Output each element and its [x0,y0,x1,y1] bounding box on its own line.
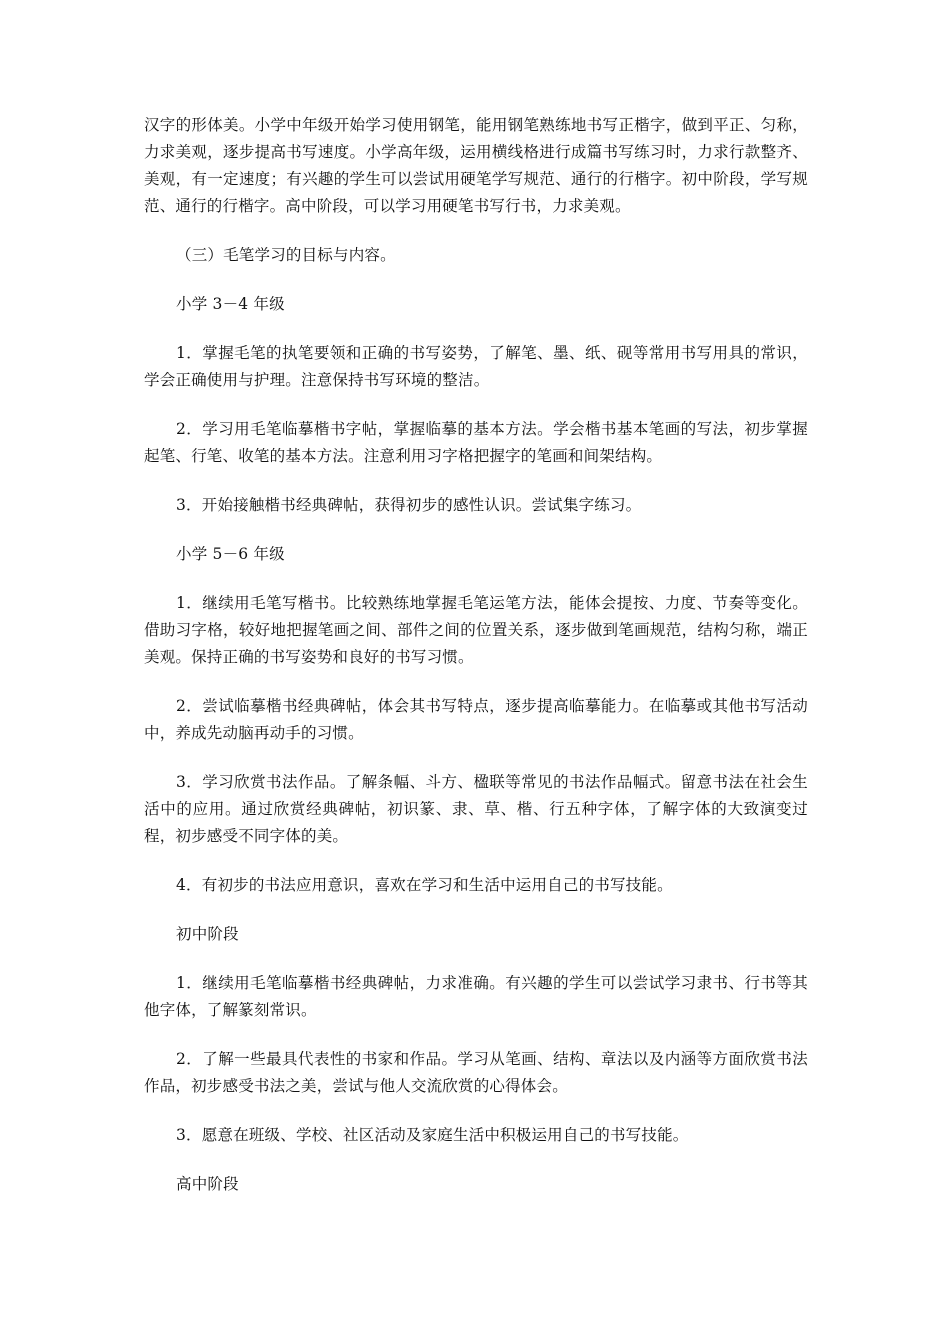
list-item-3-4-1: 1．掌握毛笔的执笔要领和正确的书写姿势，了解笔、墨、纸、砚等常用书写用具的常识，学会正确使用与护理。注意保持书写环境的整洁。 [144,344,808,389]
list-item-5-6-2: 2．尝试临摹楷书经典碑帖，体会其书写特点，逐步提高临摹能力。在临摹或其他书写活动中，养成先动脑再动手的习惯。 [144,697,808,742]
list-item-junior-3: 3．愿意在班级、学校、社区活动及家庭生活中积极运用自己的书写技能。 [176,1126,689,1144]
grade-heading-5-6: 小学 5－6 年级 [176,545,285,563]
grade-heading-senior-high: 高中阶段 [176,1175,239,1193]
list-item-5-6-4: 4．有初步的书法应用意识，喜欢在学习和生活中运用自己的书写技能。 [176,876,673,894]
grade-heading-junior-high: 初中阶段 [176,925,239,943]
grade-heading-3-4: 小学 3－4 年级 [176,295,285,313]
list-item-junior-1: 1．继续用毛笔临摹楷书经典碑帖，力求准确。有兴趣的学生可以尝试学习隶书、行书等其他字体，了解篆刻常识。 [144,974,808,1019]
list-item-junior-2: 2．了解一些最具代表性的书家和作品。学习从笔画、结构、章法以及内涵等方面欣赏书法作品，初步感受书法之美，尝试与他人交流欣赏的心得体会。 [144,1050,808,1095]
section-heading-brush-goals: （三）毛笔学习的目标与内容。 [176,246,396,264]
document-page [144,112,808,1220]
list-item-3-4-2: 2．学习用毛笔临摹楷书字帖，掌握临摹的基本方法。学会楷书基本笔画的写法，初步掌握起笔、行笔、收笔的基本方法。注意利用习字格把握字的笔画和间架结构。 [144,420,808,465]
paragraph-pen-writing-continuation: 汉字的形体美。小学中年级开始学习使用钢笔，能用钢笔熟练地书写正楷字，做到平正、匀称，力求美观，逐步提高书写速度。小学高年级，运用横线格进行成篇书写练习时，力求行款整齐、美观，有一定速度；有兴趣的学生可以尝试用硬笔学写规范、通行的行楷字。初中阶段，学写规范、通行的行楷字。高中阶段，可以学习用硬笔书写行书，力求美观。 [144,116,808,215]
list-item-5-6-1: 1．继续用毛笔写楷书。比较熟练地掌握毛笔运笔方法，能体会提按、力度、节奏等变化。借助习字格，较好地把握笔画之间、部件之间的位置关系，逐步做到笔画规范，结构匀称，端正美观。保持正确的书写姿势和良好的书写习惯。 [144,594,808,666]
list-item-3-4-3: 3．开始接触楷书经典碑帖，获得初步的感性认识。尝试集字练习。 [176,496,642,514]
list-item-5-6-3: 3．学习欣赏书法作品。了解条幅、斗方、楹联等常见的书法作品幅式。留意书法在社会生活中的应用。通过欣赏经典碑帖，初识篆、隶、草、楷、行五种字体，了解字体的大致演变过程，初步感受不同字体的美。 [144,773,808,845]
